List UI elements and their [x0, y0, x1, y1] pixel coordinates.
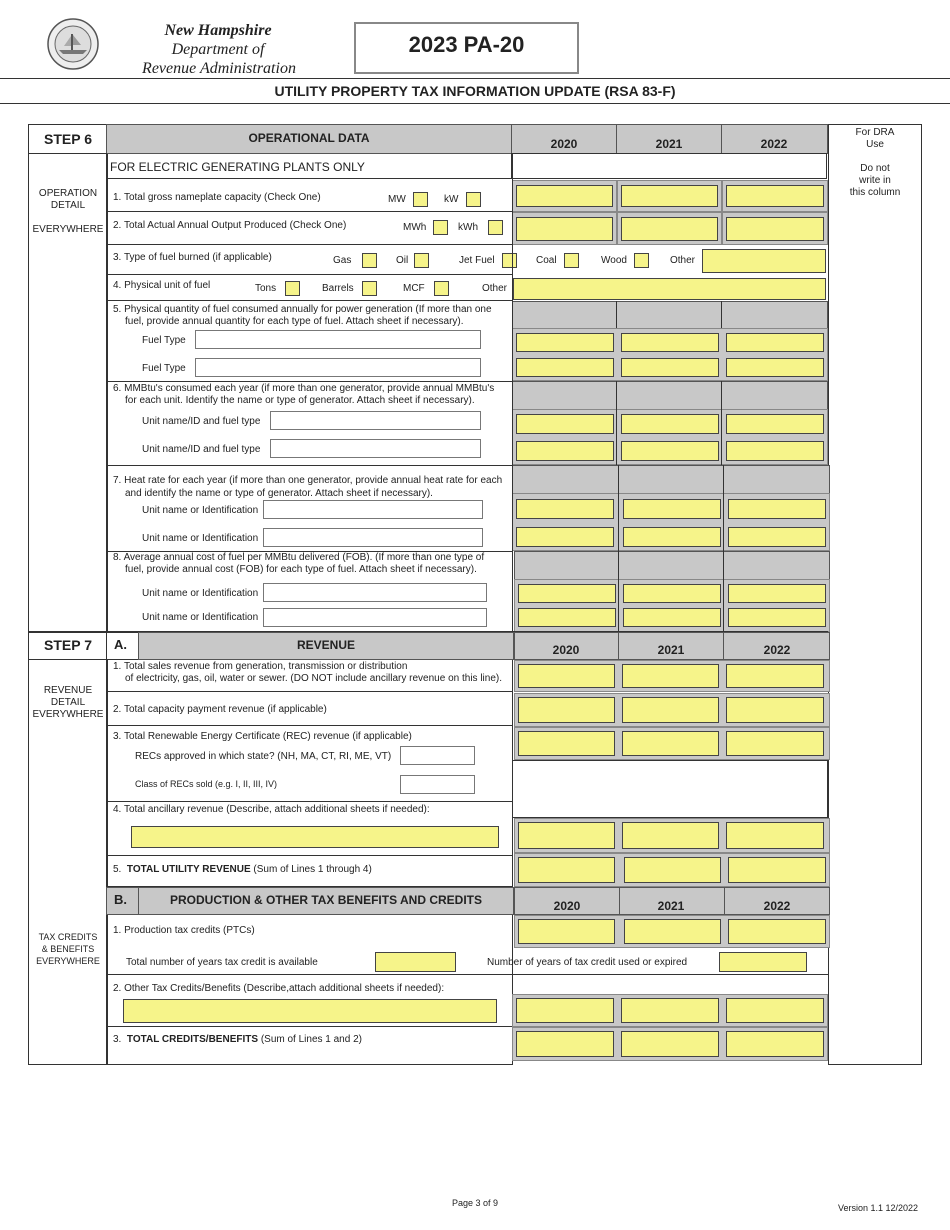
line5-head-gray	[512, 301, 828, 329]
line5-f2-2020[interactable]	[516, 358, 614, 377]
b-side-2: & BENEFITS	[41, 944, 95, 954]
b3-2020[interactable]	[516, 1031, 614, 1057]
line6-f2-2021[interactable]	[621, 441, 719, 461]
line8-f1-2021[interactable]	[623, 584, 721, 603]
line7-f2-2021[interactable]	[623, 527, 721, 547]
unitid-label-1: Unit name or Identification	[142, 505, 259, 516]
b-line1b: Number of years of tax credit used or expired	[487, 957, 688, 968]
kw-checkbox[interactable]	[466, 192, 481, 207]
rev3-2021[interactable]	[622, 731, 719, 756]
revenue-title: REVENUE	[296, 638, 355, 652]
b-line1a: Total number of years tax credit is available	[126, 957, 318, 968]
line8-f1-2022[interactable]	[728, 584, 826, 603]
line7-head-gray	[512, 465, 830, 494]
step6-line6a: 6. MMBtu's consumed each year (if more than one generator, provide annual MMBtu's	[113, 383, 495, 394]
line5-f1-2020[interactable]	[516, 333, 614, 352]
step6-line4: 4. Physical unit of fuel	[113, 280, 211, 291]
barrels-checkbox[interactable]	[362, 281, 377, 296]
step6-line7b: and identify the name or type of generator. Attach sheet if necessary).	[125, 488, 433, 499]
rev2-2020[interactable]	[518, 697, 615, 723]
step6-line5b: fuel, provide annual quantity for each type of fuel. Attach sheet if necessary).	[125, 316, 464, 327]
oil-checkbox[interactable]	[414, 253, 429, 268]
line7-f1-2022[interactable]	[728, 499, 826, 519]
line8-f2-2022[interactable]	[728, 608, 826, 627]
other-label: Other	[670, 255, 696, 266]
rev-line1a: 1. Total sales revenue from generation, transmission or distribution	[113, 661, 408, 672]
rev1-2021[interactable]	[622, 664, 719, 688]
line6-f1-2022[interactable]	[726, 414, 824, 434]
line1-field-2022[interactable]	[726, 185, 824, 207]
rev2-2021[interactable]	[622, 697, 719, 723]
unitid-label-2: Unit name or Identification	[142, 533, 259, 544]
rev-line3: 3. Total Renewable Energy Certificate (REC) revenue (if applicable)	[113, 731, 412, 742]
gas-checkbox[interactable]	[362, 253, 377, 268]
unitfuel-input-1[interactable]	[270, 411, 481, 430]
step6-line5a: 5. Physical quantity of fuel consumed annually for power generation (If more than one	[113, 304, 492, 315]
form-id: 2023 PA-20	[408, 32, 525, 57]
op-side-3: EVERYWHERE	[32, 224, 104, 235]
fueltype-label-1: Fuel Type	[142, 335, 186, 346]
rev5-bold: TOTAL UTILITY REVENUE	[126, 864, 251, 875]
rev3-2020[interactable]	[518, 731, 615, 756]
step6-title: OPERATIONAL DATA	[248, 131, 370, 145]
rev5-rest: (Sum of Lines 1 through 4)	[253, 864, 372, 875]
org-line-3: Revenue Administration	[142, 60, 296, 77]
b-year-2022: 2022	[763, 899, 791, 913]
rev-year-2022: 2022	[763, 643, 791, 657]
dra-use-column	[828, 124, 922, 1065]
section-b: B.	[114, 892, 127, 907]
dra-line-3: Do not	[860, 163, 890, 174]
version: Version 1.1 12/2022	[838, 1203, 919, 1213]
rev4-2020[interactable]	[518, 822, 615, 849]
jetfuel-checkbox[interactable]	[502, 253, 517, 268]
rev-side-2: DETAIL	[50, 697, 86, 708]
line8-head-gray	[514, 551, 830, 580]
line8-f2-2021[interactable]	[623, 608, 721, 627]
unitid-input-4[interactable]	[263, 608, 487, 627]
rev5-num: 5.	[113, 864, 122, 875]
fueltype-input-1[interactable]	[195, 330, 481, 349]
step6-line6b: for each unit. Identify the name or type of generator. Attach sheet if necessary).	[125, 395, 475, 406]
other-unit-field[interactable]	[513, 278, 826, 300]
mwh-checkbox[interactable]	[433, 220, 448, 235]
line2-field-2022[interactable]	[726, 217, 824, 241]
b-year-2021: 2021	[657, 899, 685, 913]
rev-line2: 2. Total capacity payment revenue (if applicable)	[113, 704, 327, 715]
rev-year-2021: 2021	[657, 643, 685, 657]
wood-label: Wood	[601, 255, 627, 266]
year-2021: 2021	[655, 137, 683, 151]
line7-f1-2020[interactable]	[516, 499, 614, 519]
rev4-2022[interactable]	[726, 822, 824, 849]
rev-line1b: of electricity, gas, oil, water or sewer. (DO NOT include ancillary revenue on this line).	[125, 673, 503, 684]
line6-f2-2020[interactable]	[516, 441, 614, 461]
step7-label: STEP 7	[44, 637, 92, 653]
rev4-2021[interactable]	[622, 822, 719, 849]
step6-line8b: fuel, provide annual cost (FOB) for each type of fuel. Attach sheet if necessary).	[125, 564, 477, 575]
coal-checkbox[interactable]	[564, 253, 579, 268]
org-line-1: New Hampshire	[164, 22, 272, 39]
rev-side-1: REVENUE	[43, 685, 93, 696]
unitfuel-label-1: Unit name/ID and fuel type	[142, 416, 261, 427]
mwh-label: MWh	[403, 222, 427, 233]
dra-line-5: this column	[849, 187, 901, 198]
mcf-checkbox[interactable]	[434, 281, 449, 296]
fueltype-label-2: Fuel Type	[142, 363, 186, 374]
line6-f1-2021[interactable]	[621, 414, 719, 434]
step6-label: STEP 6	[44, 131, 92, 147]
b-year-2020: 2020	[553, 899, 581, 913]
year-2022: 2022	[760, 137, 788, 151]
rev2-2022[interactable]	[726, 697, 824, 723]
b3-rest: (Sum of Lines 1 and 2)	[260, 1034, 362, 1045]
b1-2021[interactable]	[624, 919, 721, 944]
rev-line3b: Class of RECs sold (e.g. I, II, III, IV)	[135, 779, 278, 789]
unitid-input-3[interactable]	[263, 583, 487, 602]
wood-checkbox[interactable]	[634, 253, 649, 268]
b2-2020[interactable]	[516, 998, 614, 1023]
step6-subhead: FOR ELECTRIC GENERATING PLANTS ONLY	[110, 160, 365, 174]
rec-class-input[interactable]	[400, 775, 475, 794]
step7-a: A.	[114, 637, 127, 652]
line6-f1-2020[interactable]	[516, 414, 614, 434]
line8-f1-2020[interactable]	[518, 584, 616, 603]
b-side-3: EVERYWHERE	[36, 956, 100, 966]
rev-line4: 4. Total ancillary revenue (Describe, attach additional sheets if needed):	[113, 804, 430, 815]
rev-line3a: RECs approved in which state? (NH, MA, CT, RI, ME, VT)	[135, 751, 392, 762]
op-side-1: OPERATION	[38, 188, 98, 199]
section-b-title: PRODUCTION & OTHER TAX BENEFITS AND CREDITS	[169, 893, 482, 907]
line8-f2-2020[interactable]	[518, 608, 616, 627]
unitid-label-3: Unit name or Identification	[142, 588, 259, 599]
step6-line8a: 8. Average annual cost of fuel per MMBtu delivered (FOB). (If more than one type of	[113, 552, 485, 563]
line7-f1-2021[interactable]	[623, 499, 721, 519]
ancillary-desc-field[interactable]	[131, 826, 499, 848]
line7-f2-2020[interactable]	[516, 527, 614, 547]
form-subtitle: UTILITY PROPERTY TAX INFORMATION UPDATE (RSA 83-F)	[274, 83, 676, 99]
b3-2022[interactable]	[726, 1031, 824, 1057]
b2-2021[interactable]	[621, 998, 719, 1023]
b-line2: 2. Other Tax Credits/Benefits (Describe,attach additional sheets if needed):	[113, 983, 445, 994]
line6-f2-2022[interactable]	[726, 441, 824, 461]
b1-2022[interactable]	[728, 919, 826, 944]
mw-label: MW	[388, 194, 406, 205]
rev-side-3: EVERYWHERE	[32, 709, 104, 720]
b3-num: 3.	[113, 1034, 122, 1045]
line1-field-2021[interactable]	[621, 185, 718, 207]
page-number: Page 3 of 9	[451, 1198, 499, 1208]
line2-field-2020[interactable]	[516, 217, 613, 241]
step6-line7a: 7. Heat rate for each year (if more than one generator, provide annual heat rate for each	[113, 475, 503, 486]
rev1-2022[interactable]	[726, 664, 824, 688]
other-credits-desc-field[interactable]	[123, 999, 497, 1023]
unitid-label-4: Unit name or Identification	[142, 612, 259, 623]
kwh-label: kWh	[458, 222, 478, 233]
line1-field-2020[interactable]	[516, 185, 613, 207]
dra-line-4: write in	[859, 175, 891, 186]
op-side-2: DETAIL	[50, 200, 86, 211]
oil-label: Oil	[396, 255, 409, 266]
fueltype-input-2[interactable]	[195, 358, 481, 377]
b2-2022[interactable]	[726, 998, 824, 1023]
step6-line1: 1. Total gross nameplate capacity (Check One)	[113, 192, 321, 203]
years-used-field[interactable]	[719, 952, 807, 972]
rev1-2020[interactable]	[518, 664, 615, 688]
coal-label: Coal	[536, 255, 557, 266]
line5-f2-2022[interactable]	[726, 358, 824, 377]
rev-line5	[113, 864, 372, 875]
line7-f2-2022[interactable]	[728, 527, 826, 547]
gas-label: Gas	[333, 255, 352, 266]
unitid-input-1[interactable]	[263, 500, 483, 519]
line5-f1-2022[interactable]	[726, 333, 824, 352]
rec-state-input[interactable]	[400, 746, 475, 765]
rev5-2020[interactable]	[518, 857, 615, 883]
tons-label: Tons	[255, 283, 277, 294]
year-2020: 2020	[550, 137, 578, 151]
other4-label: Other	[482, 283, 508, 294]
unitfuel-label-2: Unit name/ID and fuel type	[142, 444, 261, 455]
dra-line-2: Use	[866, 139, 884, 150]
step6-line3: 3. Type of fuel burned (if applicable)	[113, 252, 272, 263]
rev-year-2020: 2020	[552, 643, 580, 657]
unitfuel-input-2[interactable]	[270, 439, 481, 458]
b-line1: 1. Production tax credits (PTCs)	[113, 925, 255, 936]
b3-2021[interactable]	[621, 1031, 719, 1057]
b1-2020[interactable]	[518, 919, 615, 944]
line5-f1-2021[interactable]	[621, 333, 719, 352]
rev5-2022[interactable]	[728, 857, 826, 883]
org-line-2: Department of	[171, 41, 265, 58]
other-fuel-field[interactable]	[702, 249, 826, 273]
mcf-label: MCF	[403, 283, 425, 294]
b-side-1: TAX CREDITS	[38, 932, 98, 942]
unitid-input-2[interactable]	[263, 528, 483, 547]
line2-field-2021[interactable]	[621, 217, 718, 241]
state-seal-logo	[47, 18, 99, 70]
b3-bold: TOTAL CREDITS/BENEFITS	[126, 1034, 259, 1045]
years-available-field[interactable]	[375, 952, 456, 972]
rev5-2021[interactable]	[624, 857, 721, 883]
dra-line-1: For DRA	[855, 127, 895, 138]
line5-f2-2021[interactable]	[621, 358, 719, 377]
step6-line2: 2. Total Actual Annual Output Produced (Check One)	[113, 220, 347, 231]
jetfuel-label: Jet Fuel	[459, 255, 495, 266]
mw-checkbox[interactable]	[413, 192, 428, 207]
kw-label: kW	[444, 194, 459, 205]
kwh-checkbox[interactable]	[488, 220, 503, 235]
rev3-2022[interactable]	[726, 731, 824, 756]
b-line3	[113, 1034, 362, 1045]
barrels-label: Barrels	[322, 283, 354, 294]
line6-head-gray	[512, 381, 828, 410]
tons-checkbox[interactable]	[285, 281, 300, 296]
